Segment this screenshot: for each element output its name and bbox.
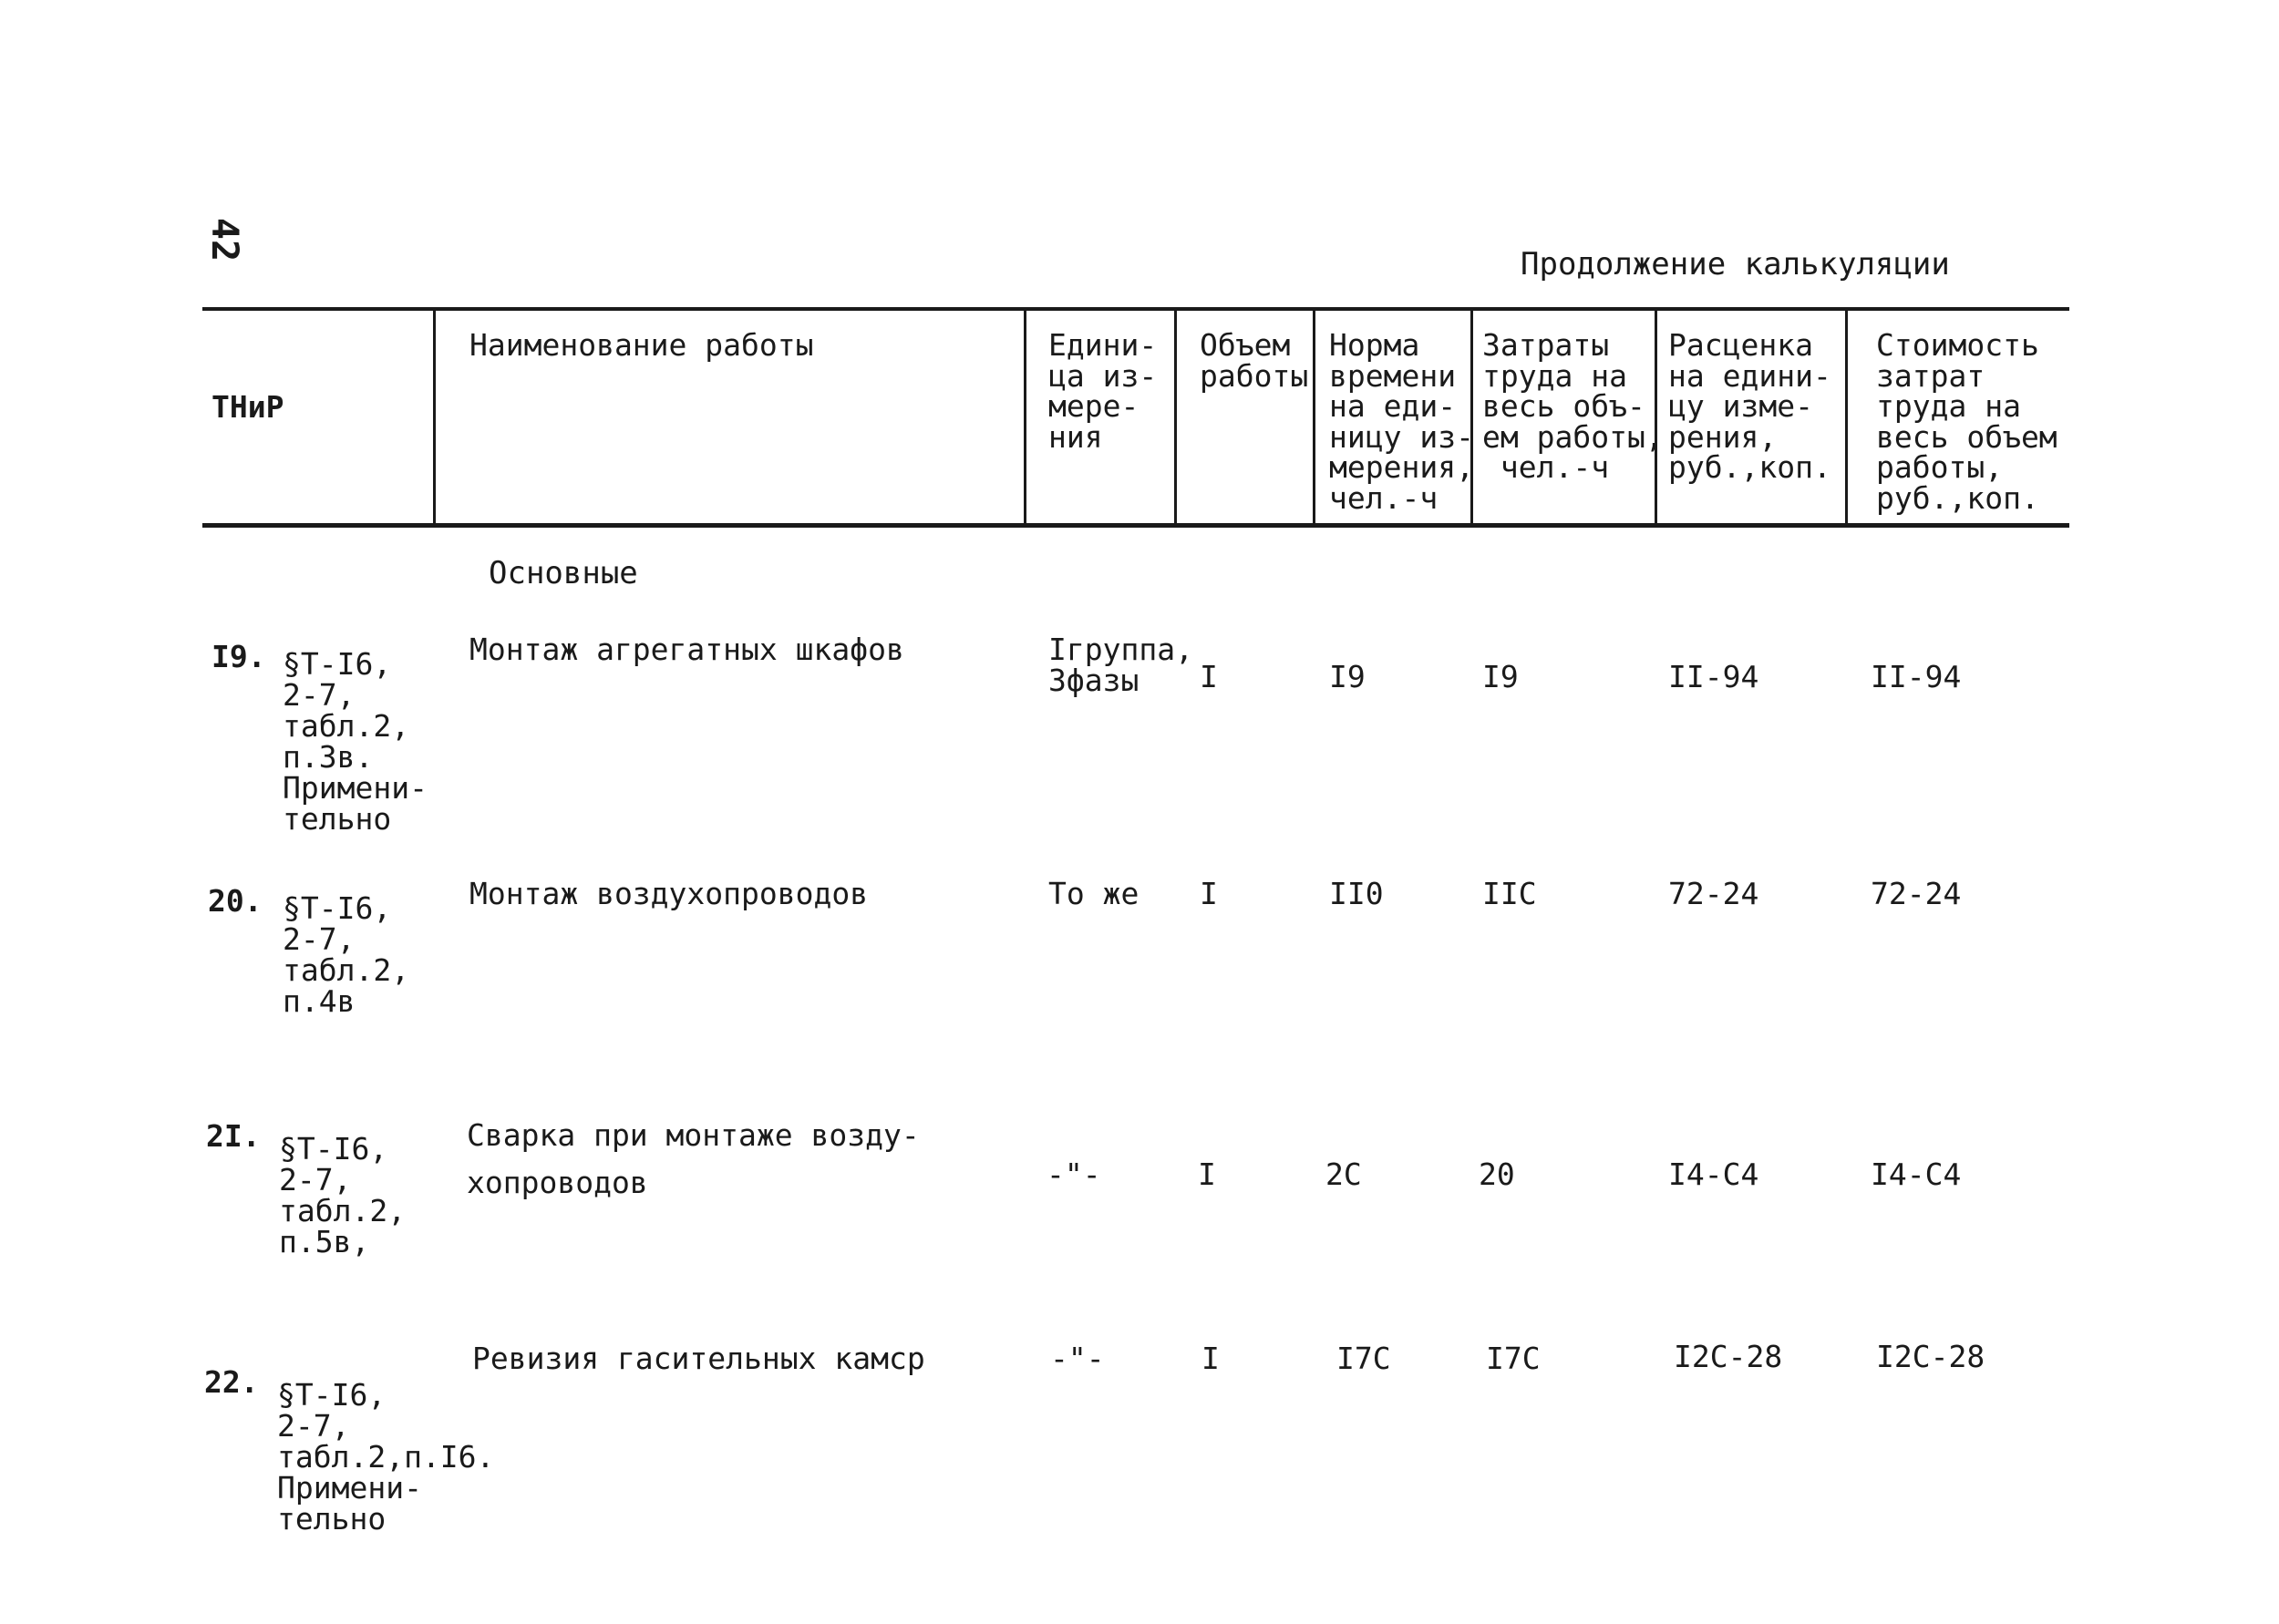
- row-reference: §Т-I6, 2-7, табл.2, п.5в,: [279, 1131, 407, 1259]
- row-reference: §Т-I6, 2-7, табл.2, п.3в. Примени- тельно: [283, 646, 428, 837]
- row-labor-cost: 20: [1479, 1156, 1515, 1192]
- header-volume: Объем работы: [1200, 327, 1309, 394]
- row-reference: §Т-I6, 2-7, табл.2, п.4в: [283, 890, 410, 1019]
- column-divider: [1845, 310, 1848, 525]
- header-bottom-rule: [202, 523, 2069, 528]
- column-divider: [1313, 310, 1315, 525]
- row-unit: То же: [1048, 876, 1140, 911]
- row-unit-rate: II-94: [1668, 659, 1759, 694]
- row-unit: -"-: [1047, 1156, 1101, 1192]
- row-reference: §Т-I6, 2-7, табл.2,п.I6. Примени- тельно: [277, 1377, 495, 1537]
- header-time-norm: Норма времени на еди- ницу из- мерения, чел.-ч: [1329, 327, 1474, 516]
- row-total-cost: 72-24: [1871, 876, 1962, 911]
- header-unit-rate: Расценка на едини- цу изме- рения, руб.,коп.: [1668, 327, 1831, 485]
- row-time-norm: II0: [1329, 876, 1384, 911]
- row-unit: Iгруппа, 3фазы: [1048, 632, 1193, 698]
- row-volume: I: [1200, 659, 1218, 694]
- header-work-name: Наименование работы: [469, 327, 814, 363]
- header-unit: Едини- ца из- мере- ния: [1048, 327, 1158, 455]
- row-unit-rate: I2C-28: [1674, 1339, 1783, 1374]
- row-unit-rate: 72-24: [1668, 876, 1759, 911]
- column-divider: [1024, 310, 1026, 525]
- row-work-name: Сварка при монтаже возду- хопроводов: [467, 1117, 920, 1200]
- row-labor-cost: IIC: [1482, 876, 1537, 911]
- row-volume: I: [1200, 876, 1218, 911]
- column-divider: [1174, 310, 1177, 525]
- row-number: 2I.: [206, 1118, 261, 1154]
- row-labor-cost: I9: [1482, 659, 1519, 694]
- continuation-title: Продолжение калькуляции: [1521, 246, 1950, 283]
- row-number: 22.: [204, 1364, 259, 1400]
- page-number: 42: [203, 217, 246, 262]
- header-labor-cost: Затраты труда на весь объ- ем работы, чел.-ч: [1482, 327, 1664, 485]
- column-divider: [433, 310, 436, 525]
- row-time-norm: I9: [1329, 659, 1366, 694]
- row-total-cost: I2C-28: [1876, 1339, 1985, 1374]
- row-work-name: Монтаж агрегатных шкафов: [469, 632, 904, 667]
- header-thnr: ТНиР: [211, 389, 284, 425]
- header-total-cost: Стоимость затрат труда на весь объем работы, руб.,коп.: [1876, 327, 2057, 516]
- row-labor-cost: I7C: [1486, 1341, 1541, 1376]
- row-unit-rate: I4-C4: [1668, 1156, 1759, 1192]
- row-volume: I: [1198, 1156, 1216, 1192]
- row-total-cost: II-94: [1871, 659, 1962, 694]
- section-title: Основные: [489, 555, 638, 591]
- row-number: 20.: [208, 883, 263, 919]
- row-work-name: Ревизия гасительных камср: [472, 1341, 925, 1376]
- row-work-name: Монтаж воздухопроводов: [469, 876, 869, 911]
- row-time-norm: I7C: [1336, 1341, 1391, 1376]
- table-top-rule: [202, 307, 2069, 311]
- row-time-norm: 2C: [1325, 1156, 1362, 1192]
- row-volume: I: [1201, 1341, 1220, 1376]
- row-unit: -"-: [1050, 1341, 1105, 1376]
- row-total-cost: I4-C4: [1871, 1156, 1962, 1192]
- row-number: I9.: [211, 639, 266, 674]
